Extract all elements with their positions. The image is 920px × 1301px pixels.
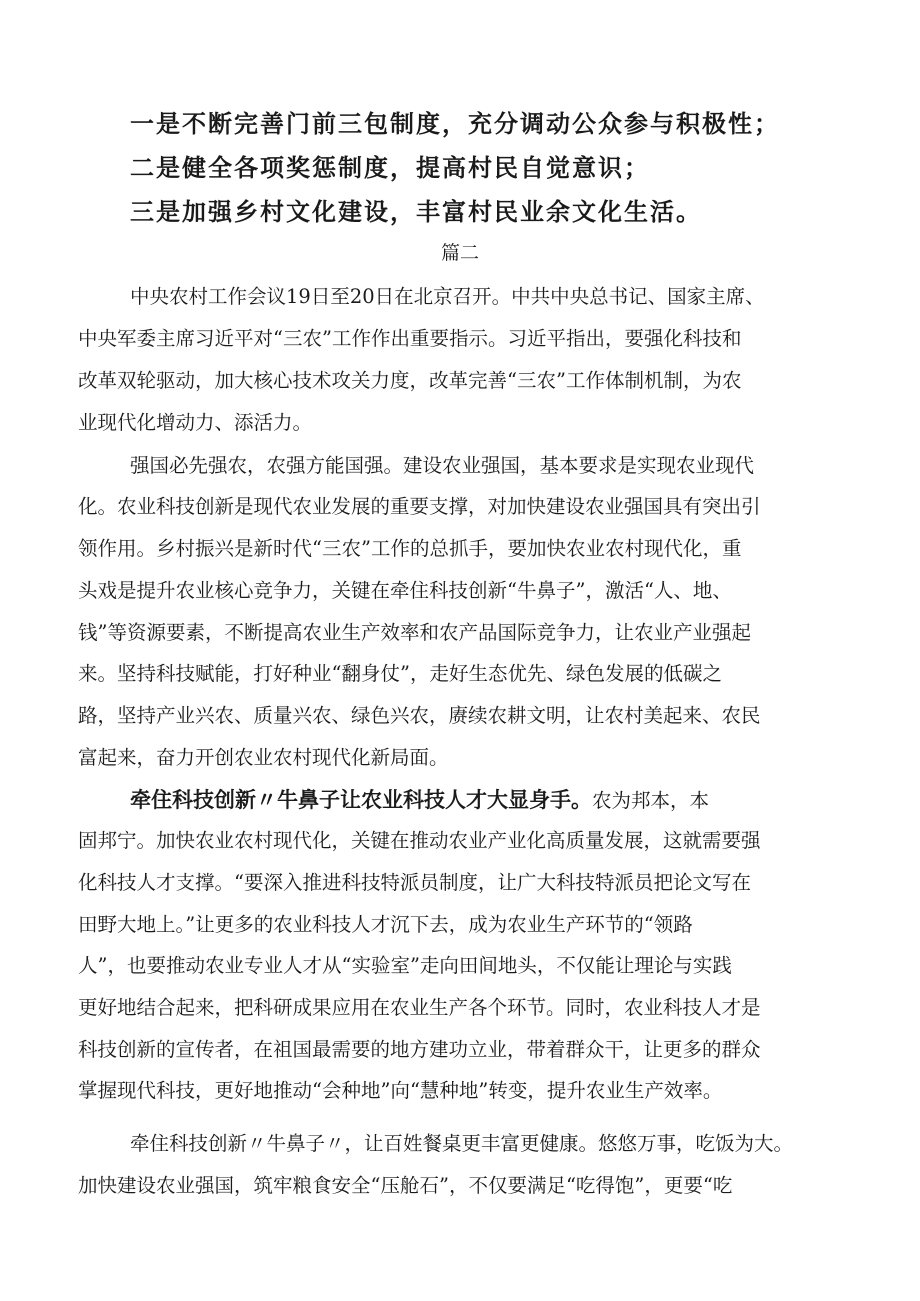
para4-line-2: 加快建设农业强国，筑牢粮食安全“压舱石”，不仅要满足“吃得饱”，更要“吃 (78, 1174, 733, 1197)
para3-line-2: 固邦宁。加快农业农村现代化，关键在推动农业产业化高质量发展，这就需要强 (78, 829, 761, 852)
para3-line-1 (130, 789, 709, 811)
para4-line-1: 牵住科技创新〃牛鼻子〃，让百姓餐桌更丰富更健康。悠悠万事，吃饭为大。 (130, 1132, 794, 1155)
para3-line-6: 更好地结合起来，把科研成果应用在农业生产各个环节。同时，农业科技人才是 (78, 996, 761, 1019)
para2-line-6: 来。坚持科技赋能，打好种业“翻身仗”，走好生态优先、绿色发展的低碳之 (78, 662, 722, 685)
para2-line-5: 钱”等资源要素，不断提高农业生产效率和农产品国际竞争力，让农业产业强起 (78, 621, 751, 644)
intro-point-2: 二是健全各项奖惩制度，提高村民自觉意识； (130, 153, 650, 182)
para2-line-7: 路，坚持产业兴农、质量兴农、绿色兴农，赓续农耕文明，让农村美起来、农民 (78, 704, 761, 727)
para2-line-4: 头戏是提升农业核心竞争力，关键在牵住科技创新“牛鼻子”，激活“人、地、 (78, 579, 732, 602)
para3-line-7: 科技创新的宣传者，在祖国最需要的地方建功立业，带着群众干，让更多的群众 (78, 1038, 761, 1061)
para3-first-rest: 农为邦本，本 (592, 789, 710, 812)
para1-line-1: 中央农村工作会议19日至20日在北京召开。中共中央总书记、国家主席、 (130, 285, 765, 308)
para3-lead: 牵住科技创新〃牛鼻子让农业科技人才大显身手。 (130, 787, 592, 812)
para3-line-5: 人”，也要推动农业专业人才从“实验室”走向田间地头，不仅能让理论与实践 (78, 954, 732, 977)
para1-line-4: 业现代化增动力、添活力。 (78, 411, 313, 434)
section-title: 篇二 (440, 242, 479, 264)
para2-line-1: 强国必先强农，农强方能国强。建设农业强国，基本要求是实现农业现代 (130, 454, 755, 477)
para2-line-8: 富起来，奋力开创农业农村现代化新局面。 (78, 746, 449, 769)
para2-line-2: 化。农业科技创新是现代农业发展的重要支撑，对加快建设农业强国具有突出引 (78, 495, 761, 518)
intro-point-1: 一是不断完善门前三包制度，充分调动公众参与积极性； (130, 109, 780, 138)
para3-line-4: 田野大地上。”让更多的农业科技人才沉下去，成为农业生产环节的“领路 (78, 913, 693, 936)
para3-line-3: 化科技人才支撑。“要深入推进科技特派员制度，让广大科技特派员把论文写在 (78, 871, 751, 894)
para1-line-2: 中央军委主席习近平对“三农”工作作出重要指示。习近平指出，要强化科技和 (78, 327, 742, 350)
intro-point-3: 三是加强乡村文化建设，丰富村民业余文化生活。 (130, 197, 702, 226)
para1-line-3: 改革双轮驱动，加大核心技术攻关力度，改革完善“三农”工作体制机制，为农 (78, 369, 742, 392)
para2-line-3: 领作用。乡村振兴是新时代“三农”工作的总抓手，要加快农业农村现代化，重 (78, 537, 742, 560)
para3-line-8: 掌握现代科技，更好地推动“会种地”向“慧种地”转变，提升农业生产效率。 (78, 1079, 723, 1102)
